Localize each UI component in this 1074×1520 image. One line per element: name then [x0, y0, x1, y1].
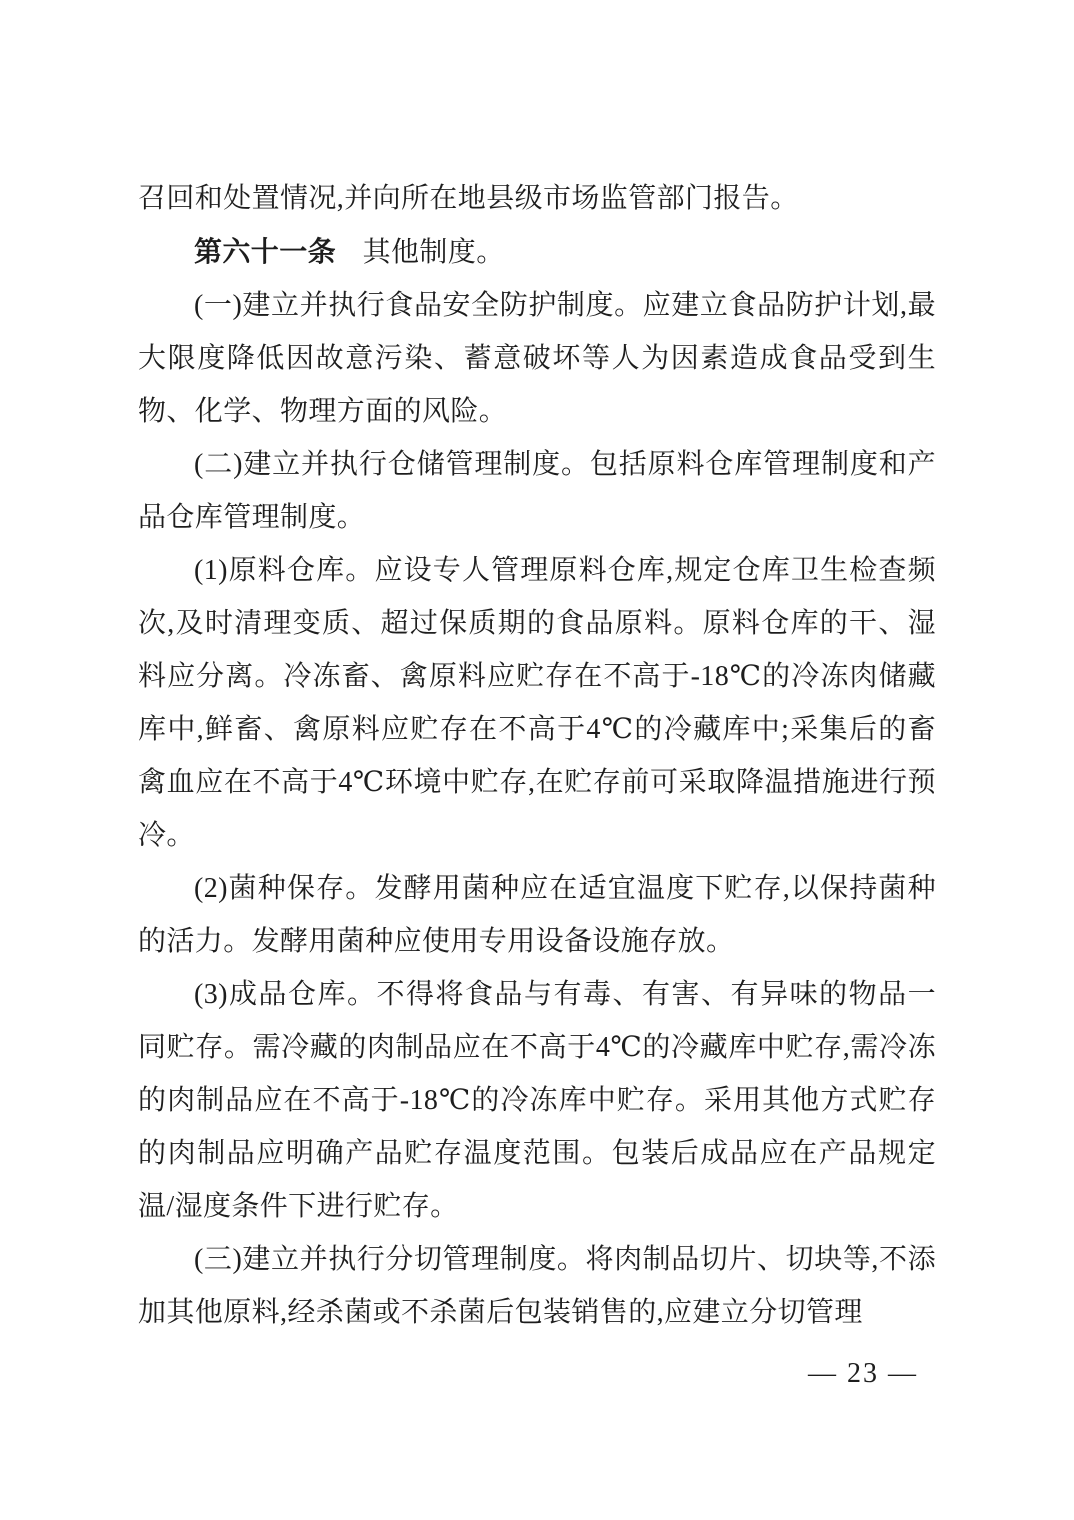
page-footer — [808, 1358, 918, 1390]
page-content — [138, 172, 936, 1339]
article-heading-line — [138, 225, 936, 279]
paragraph-subitem-finished-product-warehouse: (3)成品仓库。不得将食品与有毒、有害、有异味的物品一同贮存。需冷藏的肉制品应在不高于4℃的冷藏库中贮存,需冷冻的肉制品应在不高于-18℃的冷冻库中贮存。采用其他方式贮存的肉制品应明确产品贮存温度范围。包装后成品应在产品规定温/湿度条件下进行贮存。 — [138, 979, 936, 1222]
page-number: — 23 — — [808, 1358, 918, 1389]
paragraph-item-3: (三)建立并执行分切管理制度。将肉制品切片、切块等,不添加其他原料,经杀菌或不杀菌后包装销售的,应建立分切管理 — [138, 1244, 936, 1328]
paragraph-subitem-raw-material-warehouse: (1)原料仓库。应设专人管理原料仓库,规定仓库卫生检查频次,及时清理变质、超过保质期的食品原料。原料仓库的干、湿料应分离。冷冻畜、禽原料应贮存在不高于-18℃的冷冻肉储藏库中,鲜畜、禽原料应贮存在不高于4℃的冷藏库中;采集后的畜禽血应在不高于4℃环境中贮存,在贮存前可采取降温措施进行预冷。 — [138, 555, 936, 851]
article-title: 其他制度。 — [362, 237, 505, 268]
paragraph-subitem-strain-preservation: (2)菌种保存。发酵用菌种应在适宜温度下贮存,以保持菌种的活力。发酵用菌种应使用专用设备设施存放。 — [138, 873, 936, 957]
paragraph-continuation: 召回和处置情况,并向所在地县级市场监管部门报告。 — [138, 183, 799, 214]
paragraph-item-2: (二)建立并执行仓储管理制度。包括原料仓库管理制度和产品仓库管理制度。 — [138, 449, 936, 533]
article-number: 第六十一条 — [194, 236, 337, 267]
paragraph-item-1: (一)建立并执行食品安全防护制度。应建立食品防护计划,最大限度降低因故意污染、蓄意破坏等人为因素造成食品受到生物、化学、物理方面的风险。 — [138, 290, 936, 427]
